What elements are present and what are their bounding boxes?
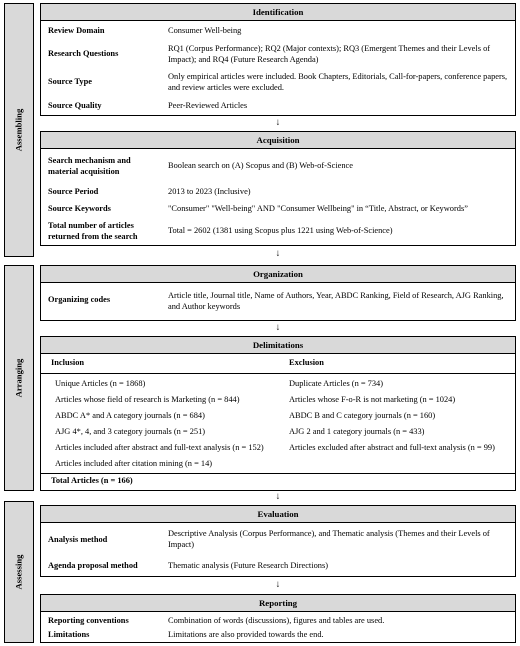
- phase-arranging: [4, 265, 34, 491]
- row-value: Combination of words (discussions), figures and tables are used.: [168, 616, 385, 625]
- phase-label-assessing: Assessing: [13, 554, 24, 590]
- identification-title: Identification: [41, 4, 515, 21]
- row-label: Search mechanism and material acquisition: [48, 156, 131, 176]
- flow-arrow: ↓: [275, 580, 281, 590]
- flow-arrow: ↓: [275, 249, 281, 259]
- reporting-title: Reporting: [41, 595, 515, 612]
- phase-label-arranging: Arranging: [13, 358, 24, 398]
- total-articles: Total Articles (n = 166): [51, 476, 133, 485]
- phase-label-assembling: Assembling: [13, 108, 24, 152]
- flow-arrow: ↓: [275, 323, 281, 333]
- exclusion-item: Duplicate Articles (n = 734): [289, 379, 384, 388]
- acquisition-title: Acquisition: [41, 132, 515, 149]
- identification-box: [40, 3, 516, 116]
- row-label: Review Domain: [48, 26, 105, 35]
- exclusion-item: ABDC B and C category journals (n = 160): [289, 411, 436, 420]
- phase-assembling: [4, 3, 34, 257]
- inclusion-item: AJG 4*, 4, and 3 category journals (n = 251): [55, 427, 206, 436]
- row-label: Limitations: [48, 630, 90, 639]
- evaluation-title: Evaluation: [41, 506, 515, 523]
- row-label: Source Period: [48, 187, 99, 196]
- delimitations-total-rule: [41, 473, 515, 474]
- flow-arrow: ↓: [275, 492, 281, 502]
- inclusion-item: Articles included after citation mining (n = 14): [55, 459, 213, 468]
- row-label: Organizing codes: [48, 295, 111, 304]
- row-label: Agenda proposal method: [48, 561, 138, 570]
- delimitations-title: Delimitations: [41, 337, 515, 354]
- row-value: Boolean search on (A) Scopus and (B) Web-of-Science: [168, 161, 353, 170]
- row-value: Peer-Reviewed Articles: [168, 101, 248, 110]
- exclusion-header: Exclusion: [289, 358, 324, 367]
- exclusion-item: AJG 2 and 1 category journals (n = 433): [289, 427, 425, 436]
- row-label: Source Keywords: [48, 204, 111, 213]
- inclusion-header: Inclusion: [51, 358, 85, 367]
- row-label: Reporting conventions: [48, 616, 129, 625]
- row-value: Descriptive Analysis (Corpus Performance), and Thematic analysis (Themes and their Levels of Impact): [168, 529, 490, 549]
- row-value: 2013 to 2023 (Inclusive): [168, 187, 251, 196]
- row-value: "Consumer" "Well-being" AND "Consumer Wellbeing" in “Title, Abstract, or Keywords”: [168, 204, 468, 213]
- inclusion-item: Unique Articles (n = 1868): [55, 379, 146, 388]
- row-value: Limitations are also provided towards the end.: [168, 630, 324, 639]
- row-value: Article title, Journal title, Name of Authors, Year, ABDC Ranking, Field of Research, AJG Ranking, and Author keywords: [168, 291, 504, 311]
- row-value: Consumer Well-being: [168, 26, 242, 35]
- delimitations-box: [40, 336, 516, 491]
- evaluation-box: [40, 505, 516, 577]
- row-value: Thematic analysis (Future Research Directions): [168, 561, 329, 570]
- row-label: Total number of articles returned from the search: [48, 221, 138, 241]
- delimitations-header-rule: [41, 373, 515, 374]
- row-value: Only empirical articles were included. Book Chapters, Editorials, Call-for-papers, conference papers, and review articles were excluded.: [168, 72, 508, 92]
- inclusion-item: ABDC A* and A category journals (n = 684): [55, 411, 205, 420]
- organization-title: Organization: [41, 266, 515, 283]
- row-label: Analysis method: [48, 535, 108, 544]
- row-label: Research Questions: [48, 49, 119, 58]
- inclusion-item: Articles whose field of research is Marketing (n = 844): [55, 395, 240, 404]
- acquisition-box: [40, 131, 516, 246]
- row-value: Total = 2602 (1381 using Scopus plus 1221 using Web-of-Science): [168, 226, 393, 235]
- row-label: Source Quality: [48, 101, 102, 110]
- flow-arrow: ↓: [275, 118, 281, 128]
- exclusion-item: Articles whose F-o-R is not marketing (n = 1024): [289, 395, 456, 404]
- exclusion-item: Articles excluded after abstract and full-text analysis (n = 99): [289, 443, 495, 452]
- phase-assessing: [4, 501, 34, 643]
- inclusion-item: Articles included after abstract and full-text analysis (n = 152): [55, 443, 264, 452]
- organization-box: [40, 265, 516, 321]
- reporting-box: [40, 594, 516, 643]
- row-label: Source Type: [48, 77, 92, 86]
- row-value: RQ1 (Corpus Performance); RQ2 (Major contexts); RQ3 (Emergent Themes and their Levels of Impact); and RQ4 (Future Research Agenda): [168, 44, 491, 64]
